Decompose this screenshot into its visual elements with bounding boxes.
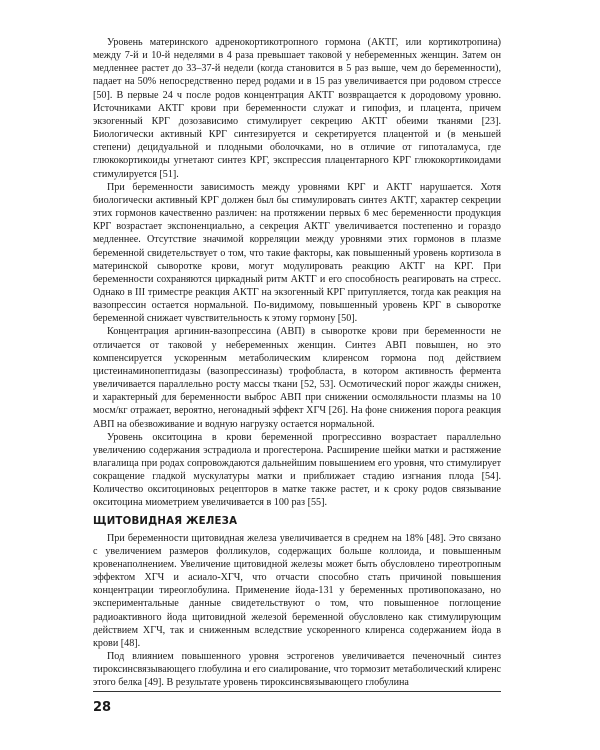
paragraph-thyroid-enlargement: При беременности щитовидная железа увеличивается в среднем на 18% [48]. Это связано с увеличением размеров фолликулов, содержащих больше коллоида, и повышенным кровенаполнением. Увеличение щитовидной железы может быть обусловлено тиреотропным эффектом ХГЧ и асиало-ХГЧ, что отчасти способно стать причиной повышения концентрации тиреоглобулина. Применение йода-131 у беременных противопоказано, но экспериментальные данные свидетельствуют о том, что повышенное поглощение радиоактивного йода щитовидной железой беременной обусловлено как стимулирующим действием ХГЧ, так и сниженным вследствие ускоренного клиренса содержанием йода в крови [48].: [93, 532, 501, 649]
paragraph-crh-acth-relation: При беременности зависимость между уровнями КРГ и АКТГ нарушается. Хотя биологически активный КРГ должен был бы стимулировать синтез АКТГ, характер секреции этих гормонов качественно различен: на протяжении первых 6 мес беременности продукция КРГ возрастает экспоненциально, а секреция АКТГ увеличивается постепенно и гораздо медленнее. Отсутствие значимой корреляции между уровнями этих гормонов в плазме беременной свидетельствует о том, что такие факторы, как повышенный уровень кортизола в материнской сыворотке крови, могут модулировать реакцию АКТГ на КРГ. При беременности сохраняются циркадный ритм АКТГ и его способность реагировать на стресс. Однако в III триместре реакция АКТГ на экзогенный КРГ притупляется, тогда как реакция на вазопрессин остается нормальной. По-видимому, повышенный уровень КРГ в сыворотке беременной снижает чувствительность к этому гормону [50].: [93, 181, 501, 325]
page-number: 28: [93, 700, 112, 715]
paragraph-oxytocin: Уровень окситоцина в крови беременной прогрессивно возрастает параллельно увеличению содержания эстрадиола и прогестерона. Расширение шейки матки и растяжение влагалища при родах сопровождаются дальнейшим повышением его уровня, что стимулирует сокращение гладкой мускулатуры матки и приближает стадию изгнания плода [54]. Количество окситоциновых рецепторов в матке также растет, и к сроку родов связывание окситоцина миометрием увеличивается в 100 раз [55].: [93, 431, 501, 509]
footer-rule: [93, 691, 501, 692]
paragraph-acth: Уровень материнского адренокортикотропного гормона (АКТГ, или кортикотропина) между 7-й и 10-й неделями в 4 раза превышает таковой у небеременных женщин. Затем он медленнее растет до 33–37-й недели (когда становится в 5 раз выше, чем до беременности), падает на 50% непосредственно перед родами и в 15 раз увеличивается при родовом стрессе [50]. В первые 24 ч после родов концентрация АКТГ возвращается к дородовому уровню. Источниками АКТГ крови при беременности служат и гипофиз, и плацента, причем экзогенный КРГ дозозависимо стимулирует секрецию АКТГ обеими тканями [23]. Биологически активный КРГ синтезируется и секретируется плацентой и (в меньшей степени) децидуальной и плодными оболочками, но в отличие от гипоталамуса, где глюкокортикоиды угнетают синтез КРГ, экспрессия плацентарного КРГ глюкокортикоидами стимулируется [51].: [93, 37, 501, 180]
paragraph-thyroxine-binding-globulin: Под влиянием повышенного уровня эстрогенов увеличивается печеночный синтез тироксинсвязывающего глобулина и его сиалирование, что тормозит метаболический клиренс этого белка [49]. В результате уровень тироксинсвязывающего глобулина: [93, 651, 501, 689]
paragraph-vasopressin: Концентрация аргинин-вазопрессина (АВП) в сыворотке крови при беременности не отличается от таковой у небеременных женщин. Синтез АВП повышен, но это компенсируется ускоренным метаболическим клиренсом гормона под действием цистеинаминопептидазы (вазопрессиназы) трофобласта, в котором активность фермента увеличивается параллельно росту массы ткани [52, 53]. Осмотический порог жажды снижен, и характерный для беременности выброс АВП при снижении осмоляльности плазмы на 10 мосм/кг отражает, вероятно, негонадный эффект ХГЧ [26]. На фоне снижения порога реакция АВП на обезвоживание и водную нагрузку остается нормальной.: [93, 326, 501, 430]
section-heading-thyroid: ЩИТОВИДНАЯ ЖЕЛЕЗА: [93, 515, 238, 527]
text-column: [93, 36, 501, 690]
